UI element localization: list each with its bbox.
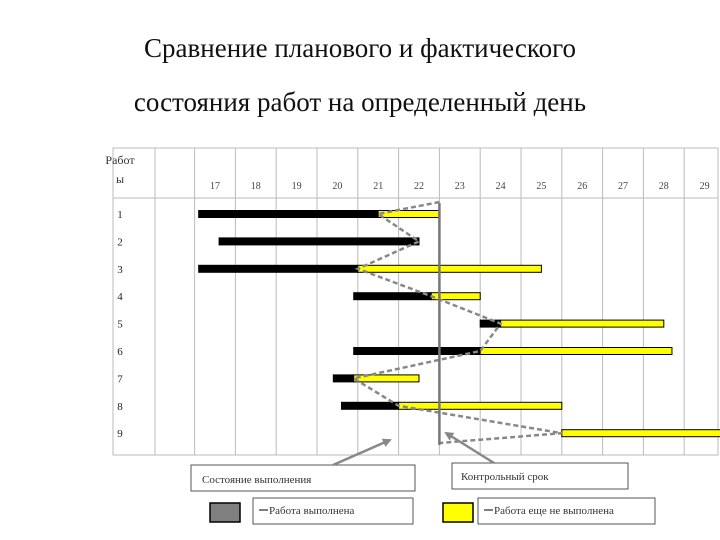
chart-title-line-2: состояния работ на определенный день [133, 87, 587, 117]
day-tick-label: 17 [210, 181, 220, 192]
day-tick-label: 28 [658, 181, 669, 192]
row-label: 7 [117, 373, 123, 386]
task-bar-todo [358, 265, 542, 272]
callouts [191, 433, 628, 491]
chart-header [105, 153, 135, 186]
task-bar-todo [399, 402, 562, 409]
day-tick-label: 27 [618, 181, 628, 192]
legend-done-swatch [210, 503, 240, 522]
row-label: 4 [117, 291, 123, 304]
task-bar-todo [480, 348, 672, 355]
row-label: 6 [117, 346, 123, 358]
task-bars [199, 211, 720, 437]
day-ticks [210, 181, 710, 192]
task-bar-done [333, 375, 353, 382]
legend-todo-swatch [443, 503, 473, 522]
row-label: 5 [117, 318, 123, 331]
day-tick-label: 25 [536, 181, 547, 192]
task-bar-todo [354, 375, 419, 382]
day-tick-label: 19 [291, 181, 302, 192]
legend [210, 498, 655, 524]
row-label: 9 [117, 428, 123, 441]
day-tick-label: 22 [414, 181, 424, 192]
task-bar-done [199, 211, 379, 218]
task-bar-done [354, 293, 432, 300]
day-tick-label: 24 [495, 181, 506, 192]
task-bar-done [219, 238, 419, 245]
row-label: 1 [117, 209, 123, 221]
chart-title-line-1: Сравнение планового и фактического [144, 33, 576, 63]
status-callout-label: Состояние выполнения [202, 474, 312, 486]
task-bar-done [341, 402, 398, 409]
legend-todo-label: Работа еще не выполнена [494, 505, 614, 517]
task-bar-todo [562, 430, 720, 437]
task-bar-done [354, 348, 480, 355]
row-header-label-wrap: ы [115, 172, 125, 186]
row-label: 3 [117, 263, 123, 276]
day-tick-label: 20 [332, 181, 343, 192]
row-header-label: Работ [105, 153, 135, 167]
day-tick-label: 29 [699, 181, 710, 192]
status-callout-arrow [333, 440, 390, 465]
day-tick-label: 23 [454, 181, 465, 192]
legend-done-label: Работа выполнена [269, 505, 355, 517]
row-labels [117, 209, 123, 440]
task-bar-todo [501, 320, 664, 327]
deadline-callout-arrow [446, 433, 494, 463]
task-bar-done [199, 265, 358, 272]
day-tick-label: 18 [250, 181, 261, 192]
deadline-callout-label: Контрольный срок [461, 471, 549, 483]
day-tick-label: 26 [577, 181, 588, 192]
row-label: 8 [117, 400, 123, 413]
row-label: 2 [117, 236, 123, 249]
day-tick-label: 21 [373, 181, 384, 192]
